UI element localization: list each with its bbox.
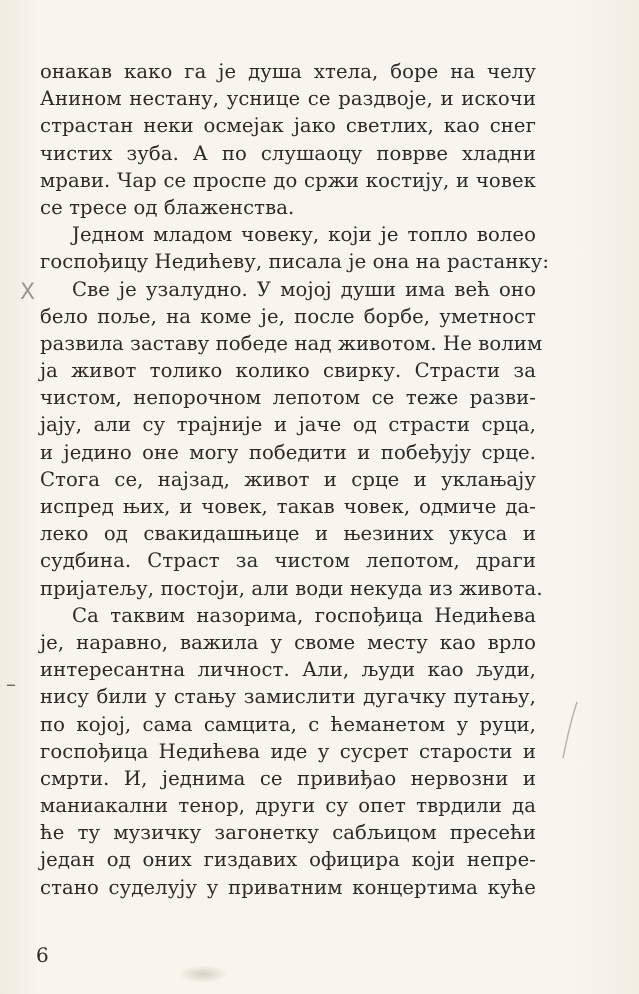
text-line: се тресе од блаженства. bbox=[40, 195, 295, 219]
text-line: по којој, сама самцита, с ћеманетом у руци, bbox=[40, 712, 536, 736]
text-line: ја живот толико колико свирку. Страсти за bbox=[40, 359, 536, 383]
text-line: пријатељу, постоји, али води некуда из живота. bbox=[40, 576, 543, 600]
text-line: и једино оне могу победити и побеђују срце. bbox=[40, 440, 536, 464]
text-line: Једном младом човеку, који је топло волео bbox=[72, 223, 536, 247]
text-line: леко од свакидашњице и њезиних укуса и bbox=[40, 522, 536, 546]
text-line: ће ту музичку загонетку сабљицом пресећи bbox=[40, 821, 536, 845]
text-line: Анином нестану, уснице се раздвоје, и искочи bbox=[40, 87, 536, 111]
text-line: мрави. Чар се проспе до сржи костију, и човек bbox=[40, 168, 536, 192]
text-line: нису били у стању замислити дугачку путању, bbox=[40, 685, 536, 709]
page-number: 6 bbox=[36, 943, 49, 967]
text-line: страстан неки осмејак јако светлих, као снег bbox=[40, 114, 536, 138]
page-smudge bbox=[178, 965, 228, 983]
text-line: развила заставу победе над животом. Не волим bbox=[40, 331, 543, 355]
text-line: један од оних гиздавих официра који непре- bbox=[40, 848, 536, 872]
text-line: маниакални тенор, други су опет тврдили да bbox=[40, 794, 536, 818]
text-line: Са таквим назорима, госпођица Недићева bbox=[72, 603, 536, 627]
text-line: судбина. Страст за чистом лепотом, драги bbox=[40, 549, 536, 573]
text-line: госпођицу Недићеву, писала је она на растанку: bbox=[40, 250, 550, 274]
text-line: бело поље, на коме је, после борбе, уметност bbox=[40, 304, 536, 328]
text-line: чистом, непорочном лепотом се теже разви- bbox=[40, 386, 536, 410]
text-line: стано суделују у приватним концертима куће bbox=[40, 875, 536, 899]
margin-dash-mark: – bbox=[6, 672, 16, 696]
text-line: чистих зуба. А по слушаоцу поврве хладни bbox=[40, 141, 536, 165]
text-line: интересантна личност. Али, људи као људи, bbox=[40, 658, 536, 682]
text-line: Стога се, најзад, живот и срце и уклањају bbox=[40, 467, 536, 491]
text-line: онакав како га је душа хтела, боре на челу bbox=[40, 60, 536, 83]
pencil-annotation bbox=[557, 700, 583, 760]
text-line: испред њих, и човек, такав човек, одмиче да- bbox=[40, 495, 536, 518]
text-line: је, наравно, важила у своме месту као врло bbox=[40, 630, 536, 654]
text-line: госпођица Недићева иде у сусрет старости и bbox=[40, 739, 536, 763]
margin-x-mark: X bbox=[20, 280, 36, 305]
text-line: јају, али су трајније и јаче од страсти срца, bbox=[40, 413, 536, 437]
text-line: смрти. И, једнима се привиђао нервозни и bbox=[40, 766, 536, 790]
body-text bbox=[40, 58, 550, 901]
text-line: Све је узалудно. У мојој души има већ оно bbox=[72, 277, 536, 301]
